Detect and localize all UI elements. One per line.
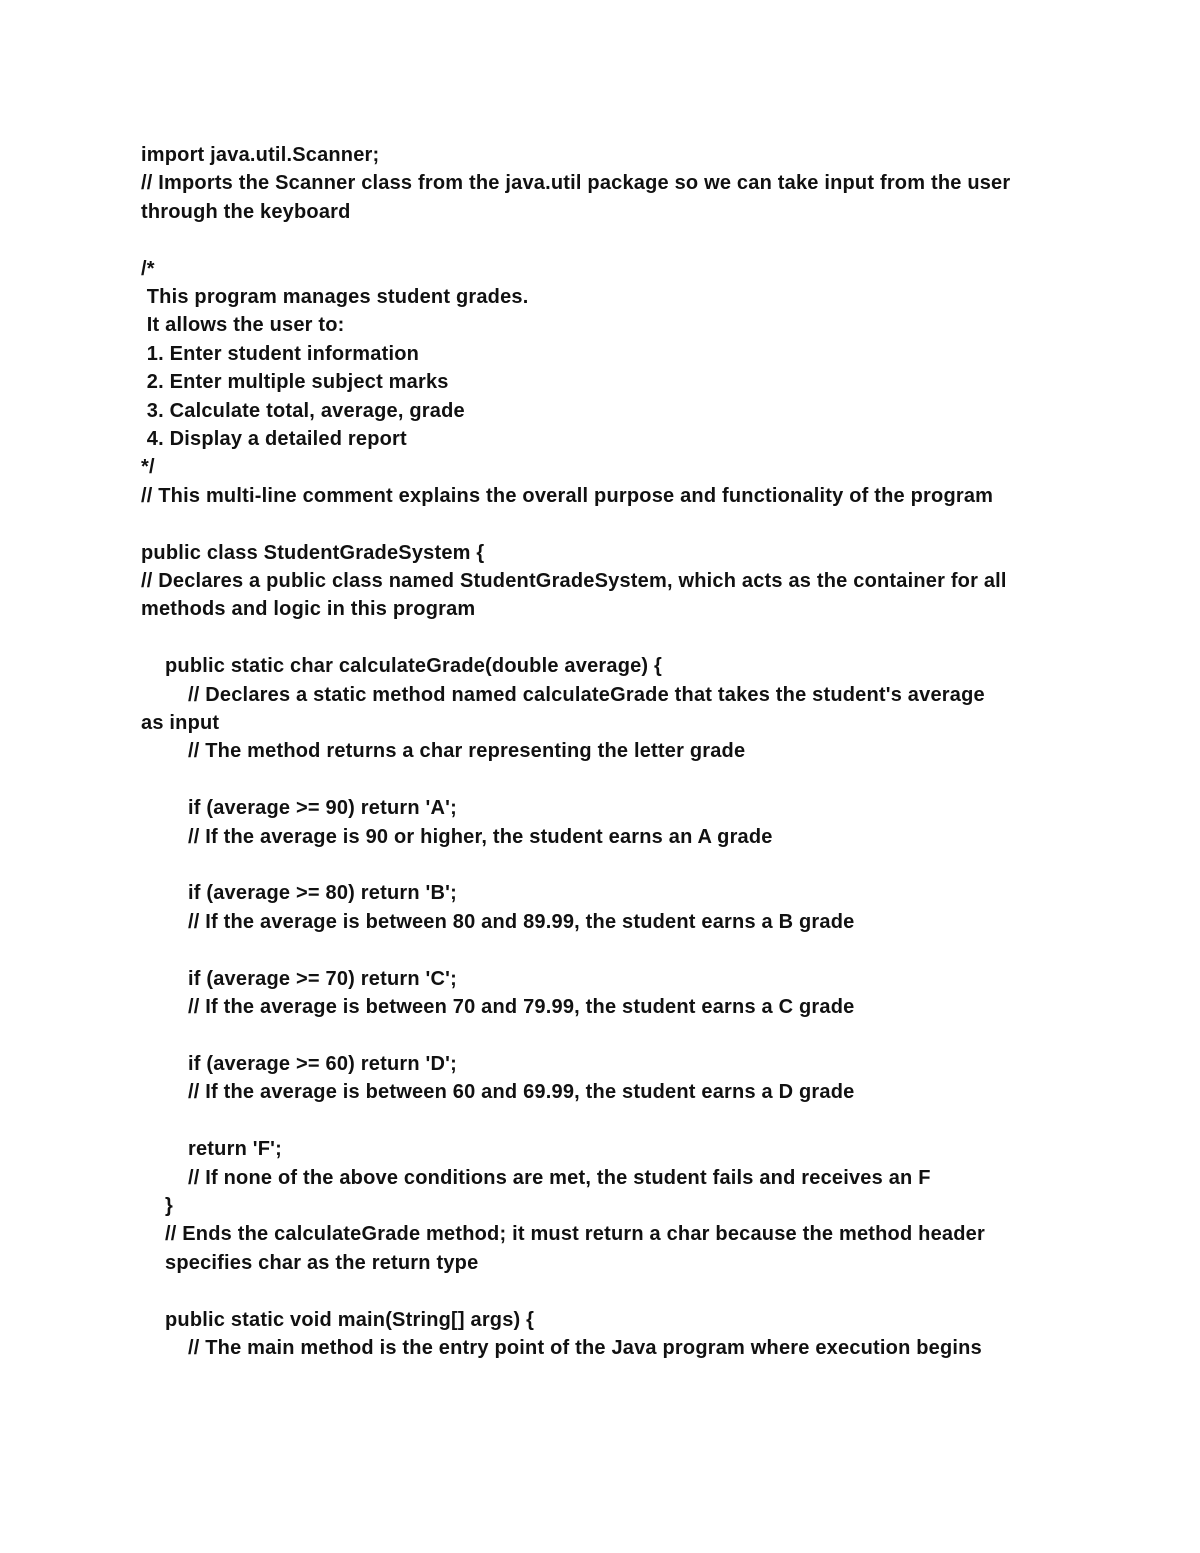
- block-comment-line: 4. Display a detailed report: [141, 428, 407, 451]
- block-comment-line: It allows the user to:: [141, 314, 345, 337]
- method-declaration: public static char calculateGrade(double average) {: [165, 655, 663, 678]
- method-end-comment: // Ends the calculateGrade method; it must return a char because the method header specifies char as the return type: [165, 1223, 991, 1274]
- block-comment-line: 1. Enter student information: [141, 342, 420, 365]
- block-comment-close: */: [141, 456, 155, 479]
- import-statement: import java.util.Scanner;: [141, 144, 380, 166]
- blank-line: [141, 1022, 1071, 1050]
- return-comment: // The method returns a char representing the letter grade: [188, 740, 746, 763]
- grade-d-comment: // If the average is between 60 and 69.99, the student earns a D grade: [188, 1081, 855, 1104]
- return-f-statement: return 'F';: [188, 1138, 282, 1161]
- method-comment: // Declares a static method named calculateGrade that takes the student's average: [188, 683, 985, 706]
- grade-a-condition: if (average >= 90) return 'A';: [188, 797, 457, 820]
- grade-c-comment: // If the average is between 70 and 79.99, the student earns a C grade: [188, 996, 855, 1019]
- class-comment: // Declares a public class named StudentGradeSystem, which acts as the container for all methods and logic in this program: [141, 570, 1013, 621]
- blank-line: [141, 510, 1071, 538]
- grade-c-condition: if (average >= 70) return 'C';: [188, 967, 457, 990]
- return-f-comment: // If none of the above conditions are met, the student fails and receives an F: [188, 1166, 931, 1189]
- main-method-comment: // The main method is the entry point of the Java program where execution begins: [188, 1336, 982, 1359]
- purpose-comment: // This multi-line comment explains the overall purpose and functionality of the program: [141, 484, 994, 507]
- method-close-brace: }: [165, 1194, 173, 1217]
- code-document: [141, 141, 1071, 1362]
- blank-line: [141, 226, 1071, 254]
- grade-d-condition: if (average >= 60) return 'D';: [188, 1052, 457, 1075]
- grade-b-comment: // If the average is between 80 and 89.99, the student earns a B grade: [188, 910, 855, 933]
- main-method-declaration: public static void main(String[] args) {: [165, 1308, 535, 1331]
- grade-a-comment: // If the average is 90 or higher, the student earns an A grade: [188, 825, 773, 848]
- import-comment: // Imports the Scanner class from the java.util package so we can take input from the user through the keyboard: [141, 172, 1017, 223]
- block-comment-line: This program manages student grades.: [141, 286, 529, 309]
- grade-b-condition: if (average >= 80) return 'B';: [188, 882, 457, 905]
- blank-line: [141, 624, 1071, 652]
- blank-line: [141, 766, 1071, 794]
- block-comment-line: 3. Calculate total, average, grade: [141, 399, 465, 422]
- method-comment-wrap: as input: [141, 712, 220, 735]
- blank-line: [141, 936, 1071, 964]
- block-comment-open: /*: [141, 257, 155, 280]
- block-comment-line: 2. Enter multiple subject marks: [141, 371, 449, 394]
- blank-line: [141, 1277, 1071, 1305]
- blank-line: [141, 1107, 1071, 1135]
- blank-line: [141, 851, 1071, 879]
- class-declaration: public class StudentGradeSystem {: [141, 541, 485, 564]
